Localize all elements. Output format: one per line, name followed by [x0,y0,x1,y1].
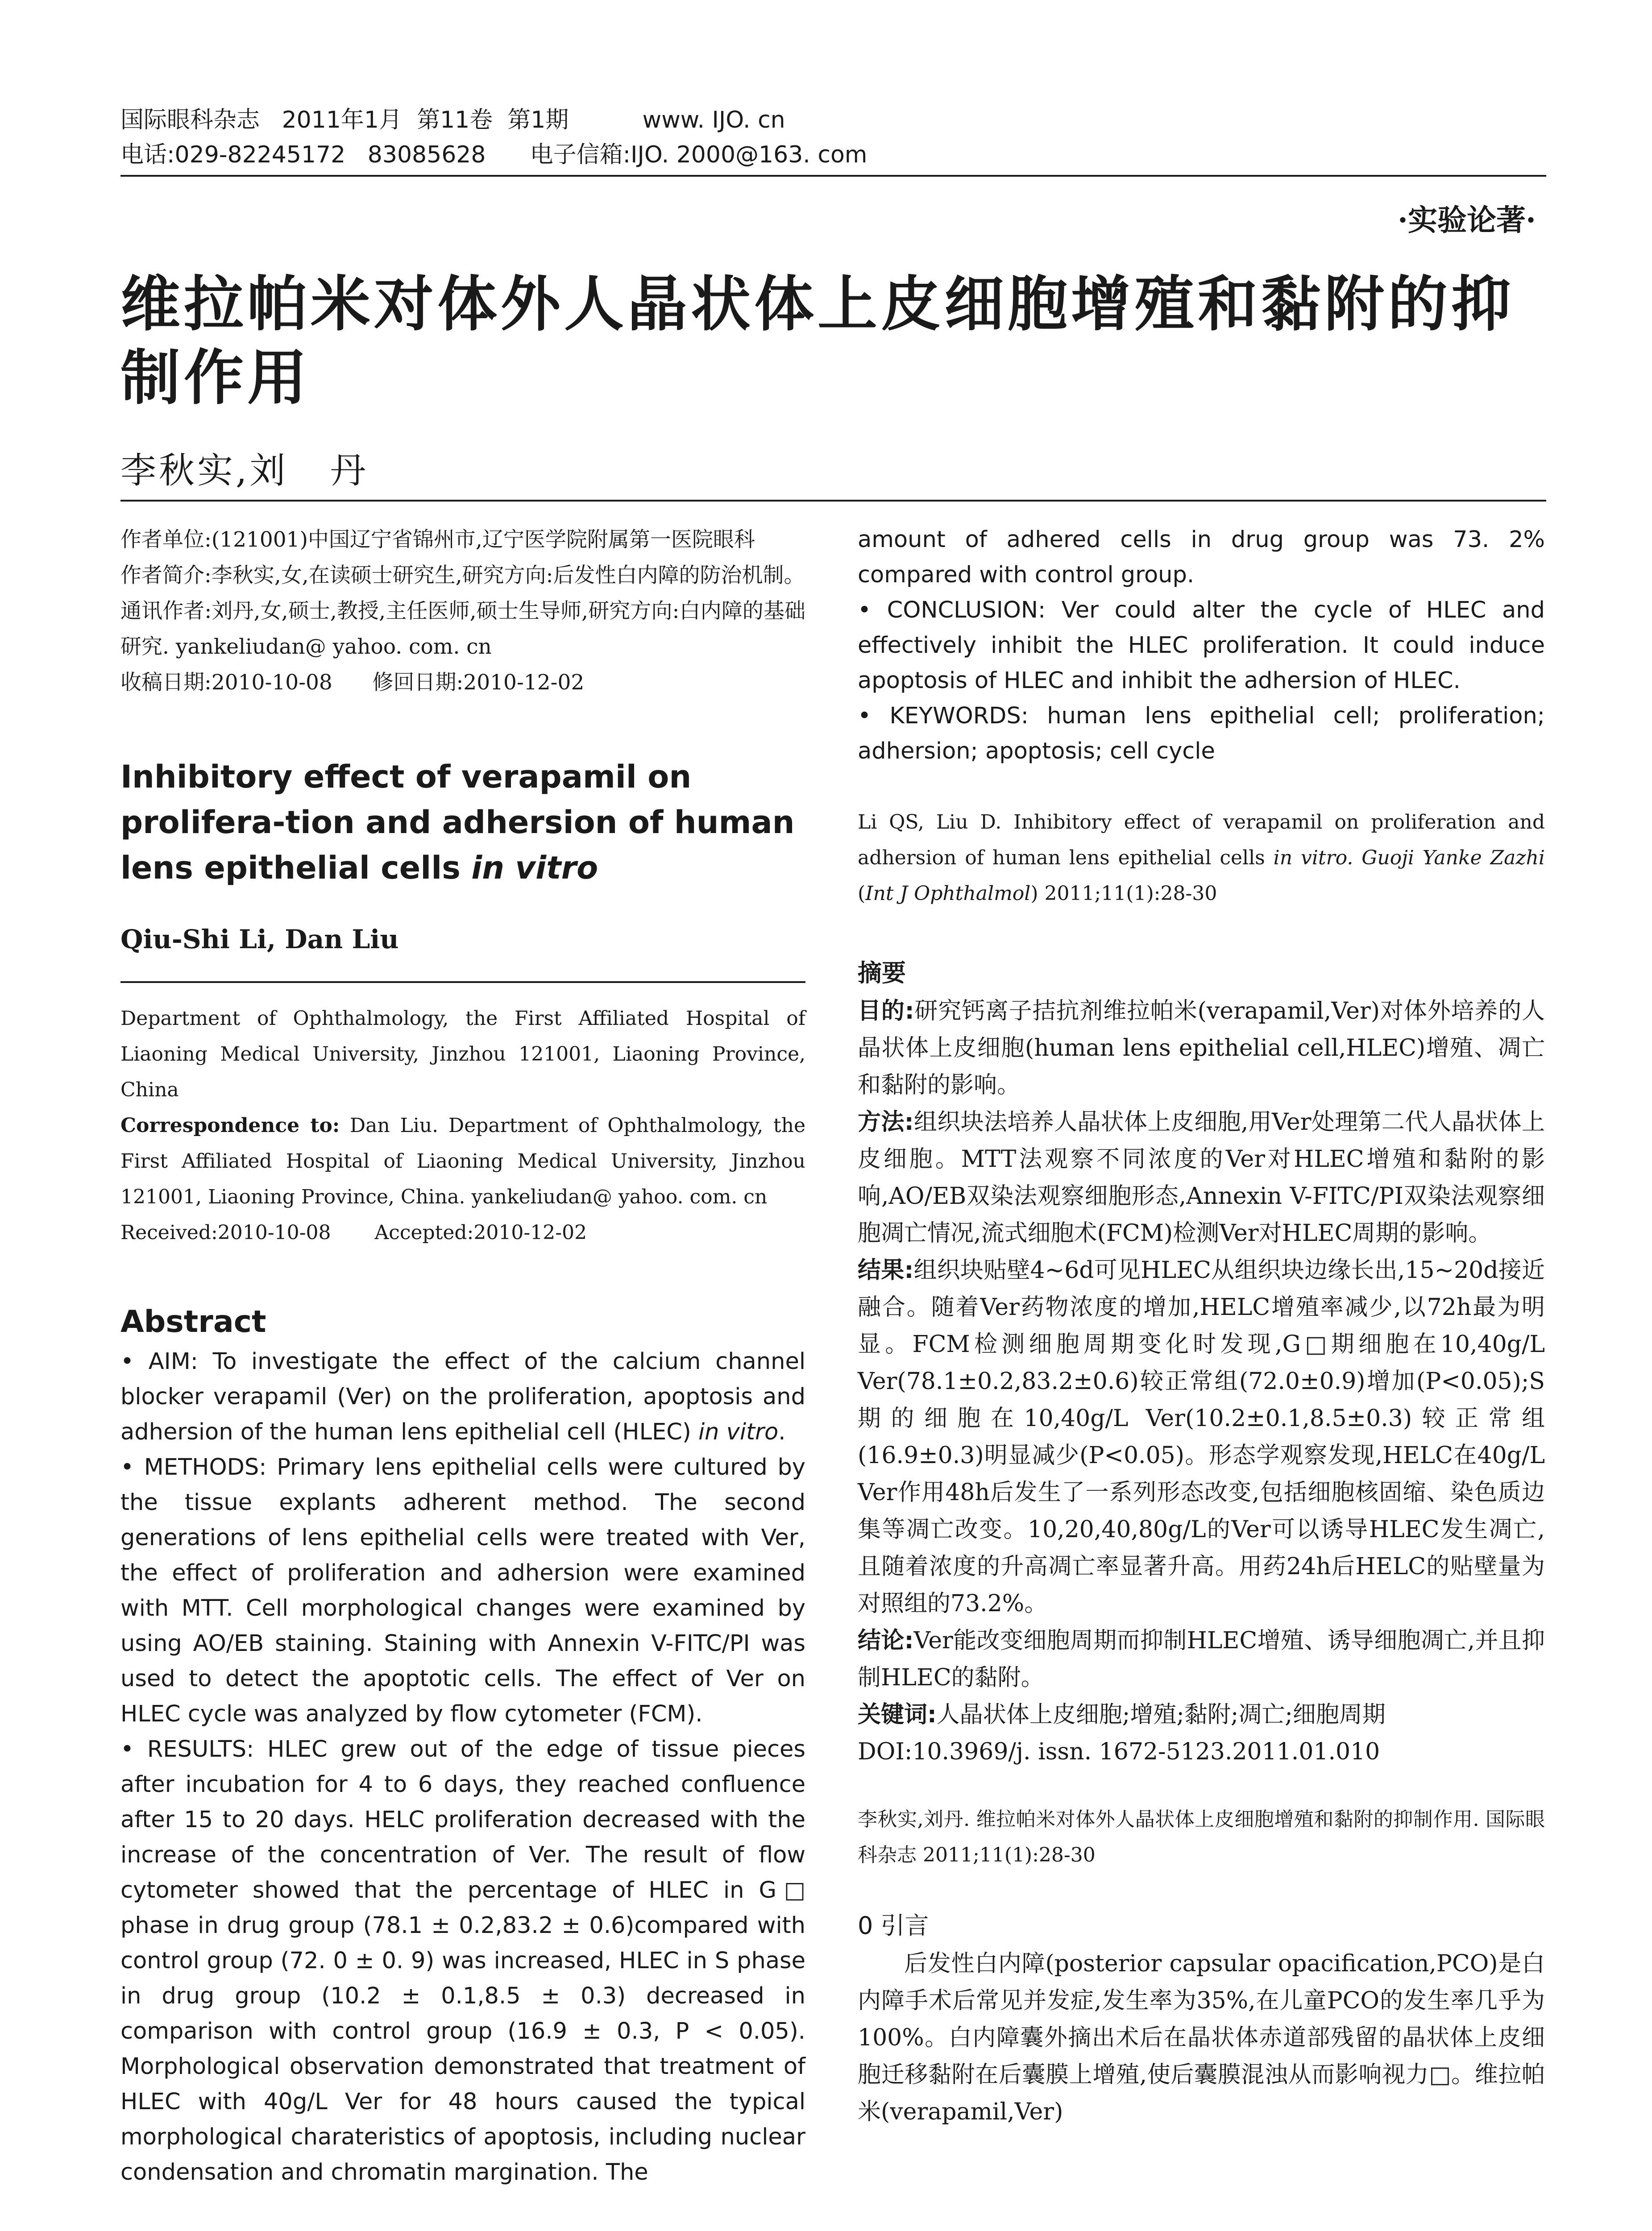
header-line-1: 国际眼科杂志 2011年1月 第11卷 第1期 www. IJO. cn [120,107,785,133]
title-rule [120,500,1546,502]
abstract-en-continued [858,522,1545,769]
intro-heading: 0 引言 [858,1912,929,1940]
cn-abstract-conclusion: 结论:Ver能改变细胞周期而抑制HLEC增殖、诱导细胞凋亡,并且抑制HLEC的黏附。 [858,1627,1545,1691]
authors-en: Qiu-Shi Li, Dan Liu [120,924,399,954]
article-title-en [120,754,805,891]
section-tag: ·实验论著· [1398,203,1536,237]
article-title-en-italic: in vitro [471,850,598,886]
received-dates-en: Received:2010-10-08 Accepted:2010-12-02 [120,1221,587,1244]
left-column [120,522,805,2190]
abstract-keywords: • KEYWORDS: human lens epithelial cell; proliferation; adhersion; apoptosis; cell cycle [858,703,1545,764]
header-line-2: 电话:029-82245172 83085628 电子信箱:IJO. 2000@163. com [120,141,868,168]
correspondence [120,1108,805,1215]
cn-abstract-aim: 目的:研究钙离子拮抗剂维拉帕米(verapamil,Ver)对体外培养的人晶状体上皮细胞(human lens epithelial cell,HLEC)增殖、凋亡和黏附的影响。 [858,998,1545,1099]
abstract-heading: Abstract [120,1304,266,1339]
article-title-en-main: Inhibitory effect of verapamil on prolifera-tion and adhersion of human lens epithelial cells [120,759,795,886]
citation-en: Li QS, Liu D. Inhibitory effect of verapamil on proliferation and adhersion of human lens epithelial cells in vitro. Guoji Yanke Zazhi (Int J Ophthalmol) 2011;11(1):28-30 [858,811,1545,905]
correspondence-text: Dan Liu. Department of Ophthalmology, the First Affiliated Hospital of Liaoning Medical University, Jinzhou 121001, Liaoning Province, China. yankeliudan@ yahoo. com. cn [120,1114,805,1208]
affiliation-en [120,1001,805,1251]
authors-cn: 李秋实,刘 丹 [120,450,369,491]
received-dates-cn: 收稿日期:2010-10-08 修回日期:2010-12-02 [120,670,585,695]
author-info [120,522,805,701]
citation-en-journal-en: Int J Ophthalmol [865,882,1031,905]
cn-abstract-results: 结果:组织块贴壁4~6d可见HLEC从组织块边缘长出,15~20d接近融合。随着Ver药物浓度的增加,HELC增殖率减少,以72h最为明显。FCM检测细胞周期变化时发现,G□期细胞在10,40g/L Ver(78.1±0.2,83.2±0.6)较正常组(72.0±0.9)增加(P<0.05);S期的细胞在10,40g/L Ver(10.2±0.1,8.5±0.3)较正常组(16.9±0.3)明显减少(P<0.05)。形态学观察发现,HELC在40g/L Ver作用48h后发生了一系列形态改变,包括细胞核固缩、染色质边集等凋亡改变。10,20,40,80g/L的Ver可以诱导HLEC发生凋亡,且随着浓度的升高凋亡率显著升高。用药24h后HELC的贴壁量为对照组的73.2%。 [858,1257,1545,1617]
abstract-methods: • METHODS: Primary lens epithelial cells were cultured by the tissue explants adherent method. The second generations of lens epithelial cells were treated with Ver, the effect of proliferation and adhersion were examined with MTT. Cell morphological changes were examined by using AO/EB staining. Staining with Annexin V-FITC/PI was used to detect the apoptotic cells. The effect of Ver on HLEC cycle was analyzed by flow cytometer (FCM). [120,1454,805,1727]
cn-abstract-methods: 方法:组织块法培养人晶状体上皮细胞,用Ver处理第二代人晶状体上皮细胞。MTT法观察不同浓度的Ver对HLEC增殖和黏附的影响,AO/EB双染法观察细胞形态,Annexin V-FITC/PI双染法观察细胞凋亡情况,流式细胞术(FCM)检测Ver对HLEC周期的影响。 [858,1109,1545,1247]
affiliation-text: Department of Ophthalmology, the First Affiliated Hospital of Liaoning Medical University, Jinzhou 121001, Liaoning Province, China [120,1007,805,1101]
abstract-results-continued: amount of adhered cells in drug group was 73. 2% compared with control group. [858,527,1545,588]
doi: DOI:10.3969/j. issn. 1672-5123.2011.01.010 [858,1738,1380,1765]
corresponding-author-cn: 通讯作者:刘丹,女,硕士,教授,主任医师,硕士生导师,研究方向:白内障的基础研究. yankeliudan@ yahoo. com. cn [120,599,805,659]
authors-rule [120,981,805,983]
author-affiliation-cn: 作者单位:(121001)中国辽宁省锦州市,辽宁医学院附属第一医院眼科 [120,527,755,552]
abstract-en [120,1344,805,2190]
author-bio-cn: 作者简介:李秋实,女,在读硕士研究生,研究方向:后发性白内障的防治机制。 [120,563,805,588]
abstract-results: • RESULTS: HLEC grew out of the edge of tissue pieces after incubation for 4 to 6 days, they reached confluence after 15 to 20 days. HELC proliferation decreased with the increase of the concentration of Ver. The result of flow cytometer showed that the percentage of HLEC in G□ phase in drug group (78.1 ± 0.2,83.2 ± 0.6)compared with control group (72. 0 ± 0. 9) was increased, HLEC in S phase in drug group (10.2 ± 0.1,8.5 ± 0.3) decreased in comparison with control group (16.9 ± 0.3, P < 0.05). Morphological observation demonstrated that treatment of HLEC with 40g/L Ver for 48 hours caused the typical morphological charateristics of apoptosis, including nuclear condensation and chromatin margination. The [120,1736,805,2185]
journal-header [120,103,1533,172]
correspondence-label: Correspondence to: [120,1114,340,1137]
abstract-aim-italic: in vitro [698,1419,779,1445]
cn-abstract [858,993,1545,1771]
header-rule [120,175,1546,177]
citation-en-journal: in vitro. Guoji Yanke Zazhi [1273,846,1545,869]
article-title-cn: 维拉帕米对体外人晶状体上皮细胞增殖和黏附的抑制作用 [120,270,1515,413]
intro-text: 后发性白内障(posterior capsular opacification,PCO)是白内障手术后常见并发症,发生率为35%,在儿童PCO的发生率几乎为100%。白内障囊外摘出术后在晶状体赤道部残留的晶状体上皮细胞迁移黏附在后囊膜上增殖,使后囊膜混浊从而影响视力□。维拉帕米(verapamil,Ver) [858,1950,1545,2125]
cn-abstract-keywords: 关键词:人晶状体上皮细胞;增殖;黏附;凋亡;细胞周期 [858,1701,1386,1728]
right-column [858,522,1545,2131]
abstract-conclusion: • CONCLUSION: Ver could alter the cycle of HLEC and effectively inhibit the HLEC proliferation. It could induce apoptosis of HLEC and inhibit the adhersion of HLEC. [858,597,1545,694]
abstract-aim: • AIM: To investigate the effect of the calcium channel blocker verapamil (Ver) on the proliferation, apoptosis and adhersion of the human lens epithelial cell (HLEC) in vitro. [120,1348,805,1445]
citation-cn: 李秋实,刘丹. 维拉帕米对体外人晶状体上皮细胞增殖和黏附的抑制作用. 国际眼科杂志 2011;11(1):28-30 [858,1808,1545,1866]
cn-abstract-heading: 摘要 [858,959,906,987]
